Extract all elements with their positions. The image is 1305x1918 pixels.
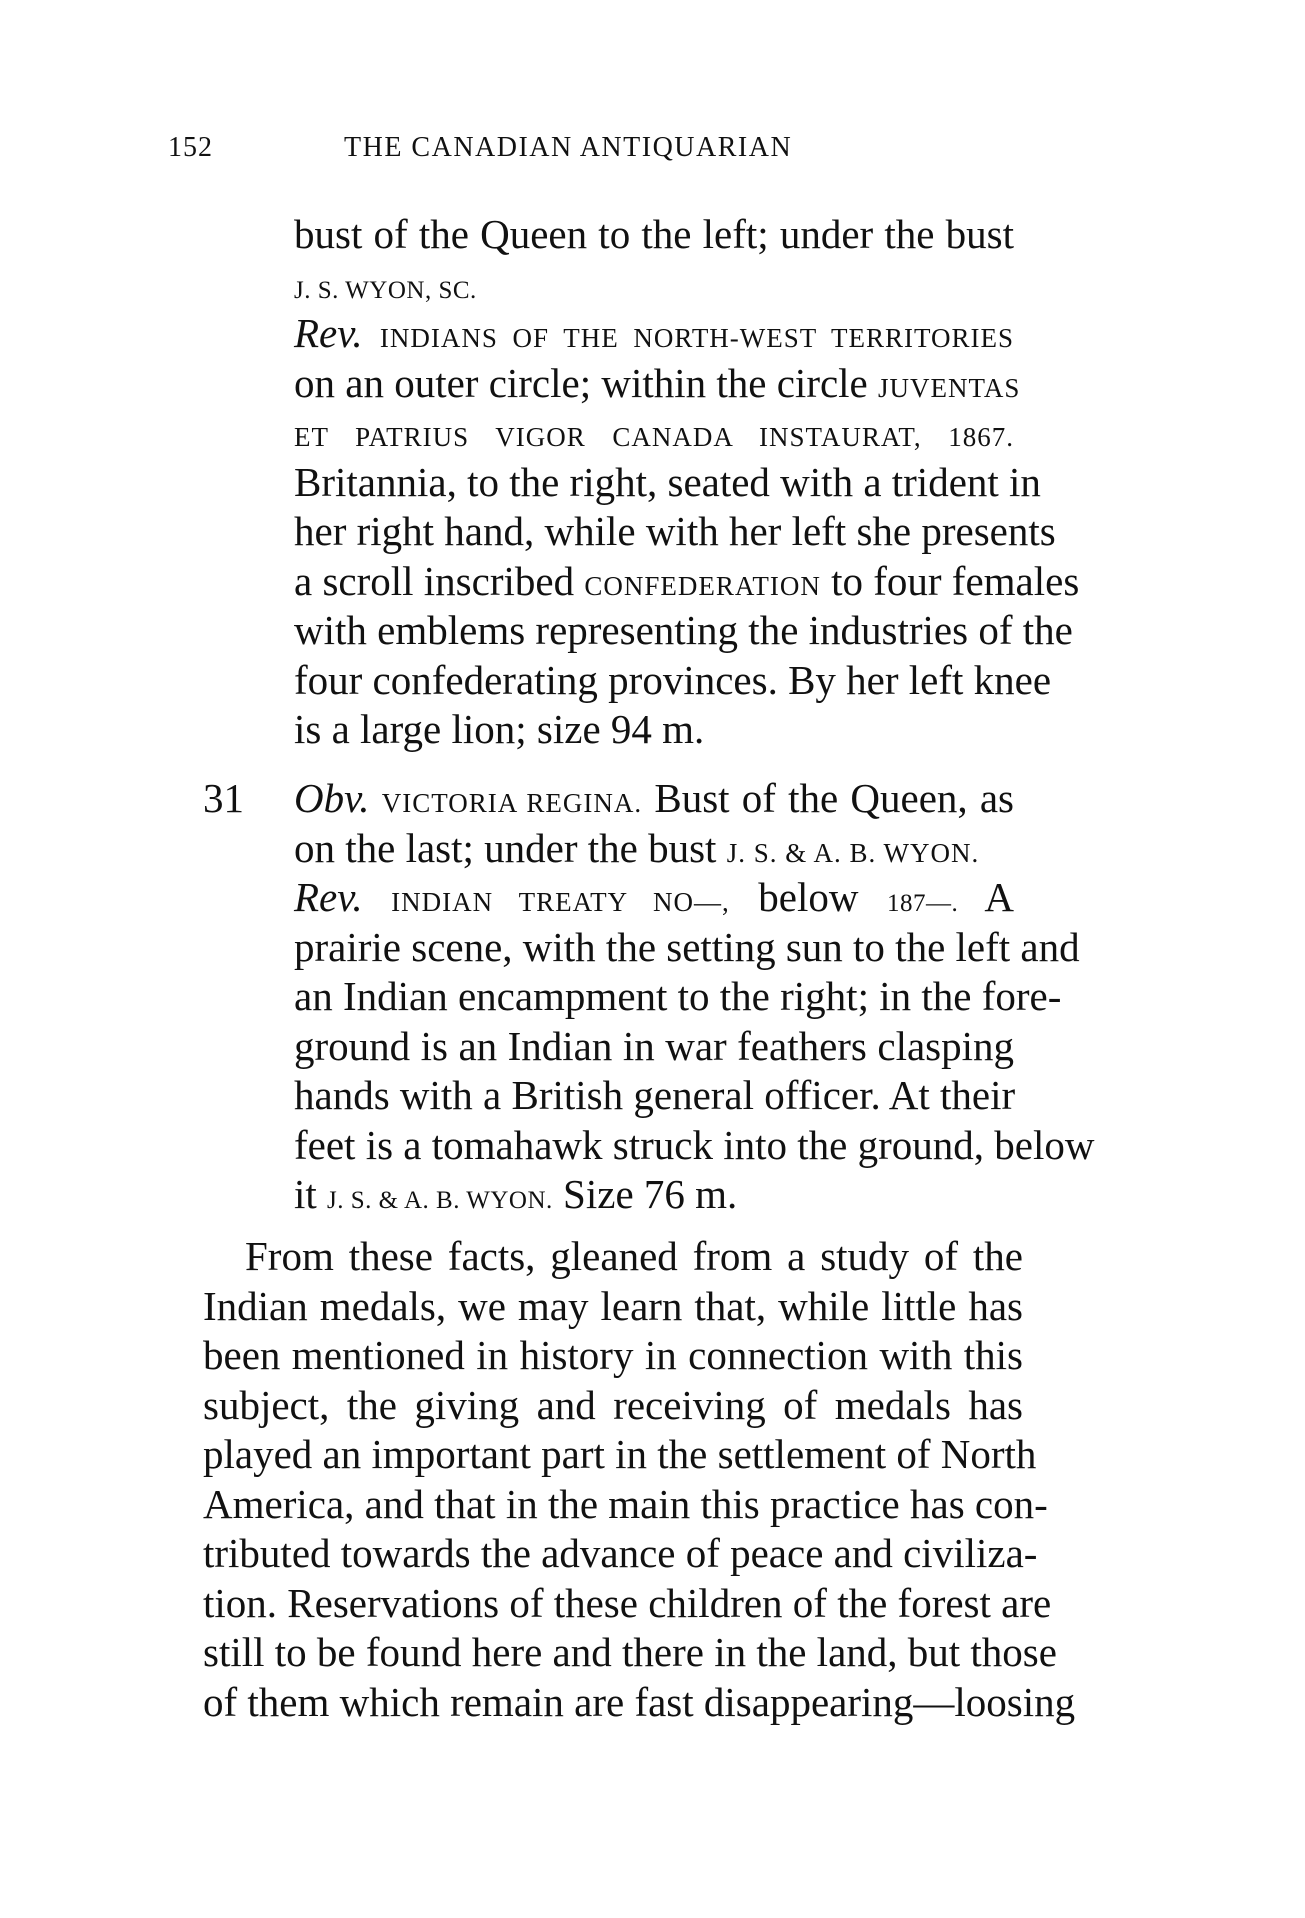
entry-30-continuation bbox=[294, 210, 1080, 755]
text-line: prairie scene, with the setting sun to the left and bbox=[294, 923, 1080, 970]
page-header bbox=[168, 132, 1028, 172]
legend-text: JUVENTAS bbox=[878, 372, 1021, 403]
legend-text: 187—. bbox=[886, 890, 959, 917]
text-line bbox=[294, 260, 1014, 310]
text-line: ground is an Indian in war feathers clasping bbox=[294, 1022, 1014, 1069]
text-line: Britannia, to the right, seated with a trident in bbox=[294, 458, 1041, 505]
text-span: A bbox=[984, 874, 1015, 920]
text-line: been mentioned in history in connection with this bbox=[203, 1332, 1023, 1378]
engraver-signature: J. S. & A. B. WYON. bbox=[327, 1187, 553, 1214]
legend-text: CONFEDERATION bbox=[584, 570, 821, 601]
engraver-signature: J. S. & A. B. WYON. bbox=[726, 837, 980, 868]
text-span: Bust of the Queen, as bbox=[654, 775, 1015, 821]
engraver-signature: J. S. WYON, SC. bbox=[294, 276, 477, 304]
reverse-abbr: Rev. bbox=[294, 310, 363, 356]
text-line: an Indian encampment to the right; in the fore- bbox=[294, 973, 1062, 1019]
text-line bbox=[294, 1170, 1014, 1220]
legend-text: INDIAN TREATY NO—, bbox=[391, 887, 730, 917]
text-span: Size 76 m. bbox=[563, 1171, 738, 1217]
text-line bbox=[294, 557, 1080, 607]
text-line: From these facts, gleaned from a study of the bbox=[245, 1233, 1023, 1279]
text-line: tion. Reservations of these children of the forest are bbox=[203, 1579, 1052, 1626]
reverse-abbr: Rev. bbox=[294, 874, 363, 920]
text-span: below bbox=[758, 874, 859, 920]
page-number: 152 bbox=[168, 132, 213, 163]
text-line: America, and that in the main this practice has con- bbox=[203, 1480, 1048, 1527]
text-line: played an important part in the settlement of North bbox=[203, 1431, 1037, 1477]
text-line: four confederating provinces. By her left knee bbox=[294, 656, 1052, 703]
reverse-legend: INDIANS OF THE NORTH-WEST TERRITORIES bbox=[379, 323, 1015, 353]
text-span: a scroll inscribed bbox=[294, 557, 575, 604]
legend-text: VICTORIA REGINA. bbox=[381, 788, 643, 818]
text-line: still to be found here and there in the land, but those bbox=[203, 1629, 1057, 1675]
obverse-abbr: Obv. bbox=[294, 775, 370, 821]
text-line: feet is a tomahawk struck into the ground, below bbox=[294, 1121, 1095, 1168]
text-line bbox=[294, 408, 1014, 458]
text-line: bust of the Queen to the left; under the bust bbox=[294, 211, 1014, 257]
text-line: Indian medals, we may learn that, while little has bbox=[203, 1282, 1023, 1329]
entry-number: 31 bbox=[203, 775, 244, 821]
text-line: subject, the giving and receiving of medals has bbox=[203, 1381, 1023, 1428]
text-line: of them which remain are fast disappearing—loosing bbox=[203, 1678, 1076, 1725]
text-line: her right hand, while with her left she presents bbox=[294, 508, 1056, 554]
text-span: it bbox=[294, 1171, 317, 1217]
body-paragraph bbox=[203, 1232, 1076, 1727]
legend-text: ET PATRIUS VIGOR CANADA INSTAURAT, 1867. bbox=[294, 422, 1014, 452]
text-line bbox=[294, 824, 1014, 874]
text-line bbox=[294, 309, 1014, 359]
text-line bbox=[294, 774, 1014, 824]
text-line: with emblems representing the industries of the bbox=[294, 607, 1073, 653]
text-span: to four females bbox=[831, 557, 1080, 604]
text-span: on an outer circle; within the circle bbox=[294, 359, 868, 406]
running-title: THE CANADIAN ANTIQUARIAN bbox=[344, 132, 793, 163]
text-line: is a large lion; size 94 m. bbox=[294, 706, 705, 752]
text-line bbox=[294, 359, 1021, 409]
text-span: on the last; under the bust bbox=[294, 824, 717, 871]
text-line: hands with a British general officer. At their bbox=[294, 1072, 1016, 1118]
text-line bbox=[294, 873, 1014, 923]
text-line: tributed towards the advance of peace and civiliza- bbox=[203, 1530, 1038, 1576]
entry-31 bbox=[294, 774, 1095, 1220]
